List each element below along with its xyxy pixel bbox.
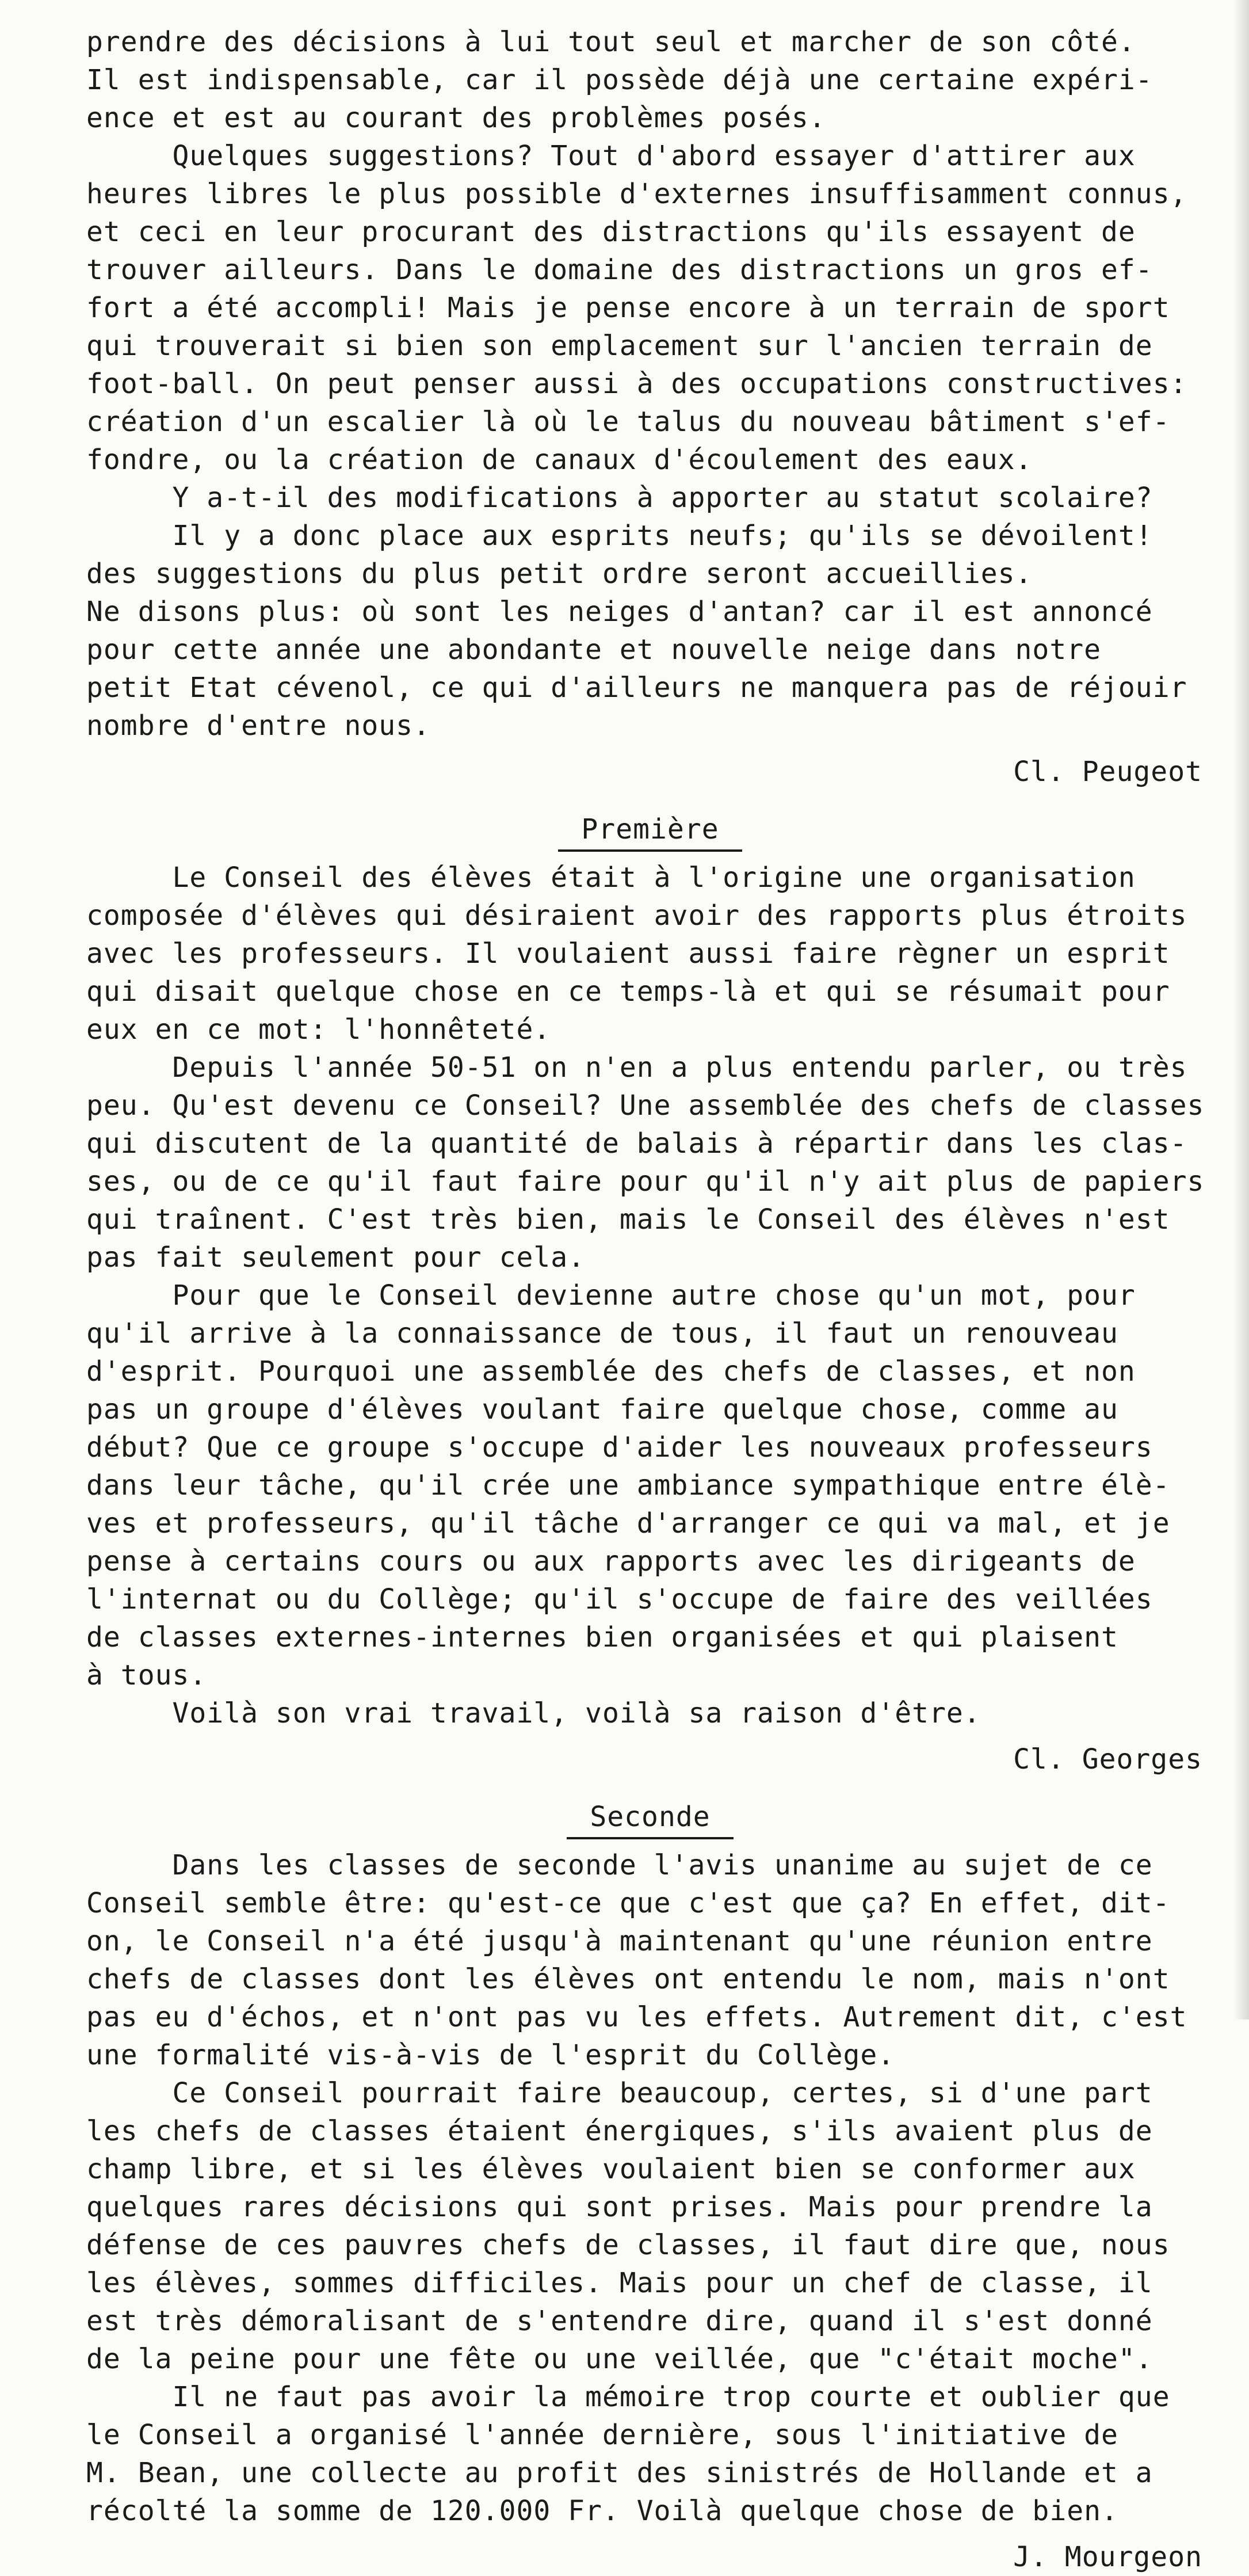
signature: Cl. Georges [1013,1743,1202,1775]
text-line: champ libre, et si les élèves voulaient bien se conformer aux [86,2153,1136,2185]
section-heading [86,810,1214,852]
text-line: composée d'élèves qui désiraient avoir des rapports plus étroits [86,900,1187,932]
text-line: qui trouverait si bien son emplacement sur l'ancien terrain de [86,330,1153,362]
text-line: Dans les classes de seconde l'avis unanime au sujet de ce [86,1849,1153,1881]
text-line: ves et professeurs, qu'il tâche d'arranger ce qui va mal, et je [86,1507,1170,1539]
text-line: récolté la somme de 120.000 Fr. Voilà quelque chose de bien. [86,2495,1118,2527]
text-line: pense à certains cours ou aux rapports avec les dirigeants de [86,1545,1136,1577]
section-heading [86,1798,1214,1839]
text-line: dans leur tâche, qu'il crée une ambiance sympathique entre élè- [86,1469,1170,1502]
text-line: qu'il arrive à la connaissance de tous, il faut un renouveau [86,1317,1118,1350]
text-line: chefs de classes dont les élèves ont entendu le nom, mais n'ont [86,1963,1170,1995]
text-line: M. Bean, une collecte au profit des sinistrés de Hollande et a [86,2457,1153,2489]
text-line: avec les professeurs. Il voulaient aussi faire règner un esprit [86,938,1170,970]
section-premiere [86,810,1214,1778]
text-line: création d'un escalier là où le talus du nouveau bâtiment s'ef- [86,406,1170,438]
document-page [86,23,1214,2576]
text-line: pas eu d'échos, et n'ont pas vu les effets. Autrement dit, c'est [86,2001,1187,2033]
text-line: et ceci en leur procurant des distractions qu'ils essayent de [86,216,1136,248]
text-line: foot-ball. On peut penser aussi à des occupations constructives: [86,368,1187,400]
text-line: Il ne faut pas avoir la mémoire trop courte et oublier que [86,2381,1170,2413]
text-line: trouver ailleurs. Dans le domaine des distractions un gros ef- [86,254,1153,286]
text-line: heures libres le plus possible d'externes insuffisamment connus, [86,178,1187,210]
text-line: début? Que ce groupe s'occupe d'aider les nouveaux professeurs [86,1431,1153,1464]
text-line: nombre d'entre nous. [86,710,430,742]
text-line: eux en ce mot: l'honnêteté. [86,1013,551,1046]
text-line: pas fait seulement pour cela. [86,1241,586,1274]
text-line: d'esprit. Pourquoi une assemblée des chefs de classes, et non [86,1355,1136,1388]
text-line: pas un groupe d'élèves voulant faire quelque chose, comme au [86,1393,1118,1426]
text-line: le Conseil a organisé l'année dernière, sous l'initiative de [86,2419,1118,2451]
text-line: Il y a donc place aux esprits neufs; qu'ils se dévoilent! [86,520,1153,552]
text-line: des suggestions du plus petit ordre seront accueillies. [86,558,1033,590]
text-line: ence et est au courant des problèmes posés. [86,102,826,134]
section-heading-text: Seconde [567,1798,733,1839]
text-line: fondre, ou la création de canaux d'écoulement des eaux. [86,444,1033,476]
text-line: l'internat ou du Collège; qu'il s'occupe de faire des veillées [86,1583,1153,1615]
text-line: est très démoralisant de s'entendre dire, quand il s'est donné [86,2305,1153,2337]
text-line: de la peine pour une fête ou une veillée, que "c'était moche". [86,2343,1153,2375]
text-line: on, le Conseil n'a été jusqu'à maintenant qu'une réunion entre [86,1925,1153,1957]
text-line: Voilà son vrai travail, voilà sa raison d'être. [86,1697,981,1729]
section-heading-text: Première [558,810,742,852]
text-line: quelques rares décisions qui sont prises. Mais pour prendre la [86,2191,1153,2223]
section-intro [86,23,1214,791]
text-line: prendre des décisions à lui tout seul et marcher de son côté. [86,26,1136,58]
text-line: peu. Qu'est devenu ce Conseil? Une assemblée des chefs de classes [86,1089,1205,1122]
text-line: qui discutent de la quantité de balais à répartir dans les clas- [86,1127,1187,1160]
text-line: qui disait quelque chose en ce temps-là et qui se résumait pour [86,975,1170,1008]
text-line: Le Conseil des élèves était à l'origine une organisation [86,862,1136,894]
text-line: ses, ou de ce qu'il faut faire pour qu'il n'y ait plus de papiers [86,1165,1205,1198]
text-line: Il est indispensable, car il possède déjà une certaine expéri- [86,64,1153,96]
text-line: Y a-t-il des modifications à apporter au statut scolaire? [86,482,1153,514]
text-line: Depuis l'année 50-51 on n'en a plus entendu parler, ou très [86,1051,1187,1084]
text-line: Pour que le Conseil devienne autre chose qu'un mot, pour [86,1279,1136,1312]
section-seconde [86,1798,1214,2576]
text-line: Ce Conseil pourrait faire beaucoup, certes, si d'une part [86,2077,1153,2109]
text-line: fort a été accompli! Mais je pense encore à un terrain de sport [86,292,1170,324]
text-line: les élèves, sommes difficiles. Mais pour un chef de classe, il [86,2267,1153,2299]
text-line: Conseil semble être: qu'est-ce que c'est que ça? En effet, dit- [86,1887,1170,1919]
page-edge-shadow [1234,0,1249,2019]
text-line: une formalité vis-à-vis de l'esprit du Collège. [86,2039,895,2071]
text-line: défense de ces pauvres chefs de classes, il faut dire que, nous [86,2229,1170,2261]
signature: Cl. Peugeot [1013,756,1202,788]
text-line: les chefs de classes étaient énergiques, s'ils avaient plus de [86,2115,1153,2147]
text-line: Quelques suggestions? Tout d'abord essayer d'attirer aux [86,140,1136,172]
signature: J. Mourgeon [1013,2541,1202,2573]
text-line: à tous. [86,1659,207,1691]
text-line: de classes externes-internes bien organisées et qui plaisent [86,1621,1118,1653]
text-line: pour cette année une abondante et nouvelle neige dans notre [86,634,1102,666]
text-line: Ne disons plus: où sont les neiges d'antan? car il est annoncé [86,596,1153,628]
text-line: qui traînent. C'est très bien, mais le Conseil des élèves n'est [86,1203,1170,1236]
text-line: petit Etat cévenol, ce qui d'ailleurs ne manquera pas de réjouir [86,672,1187,704]
